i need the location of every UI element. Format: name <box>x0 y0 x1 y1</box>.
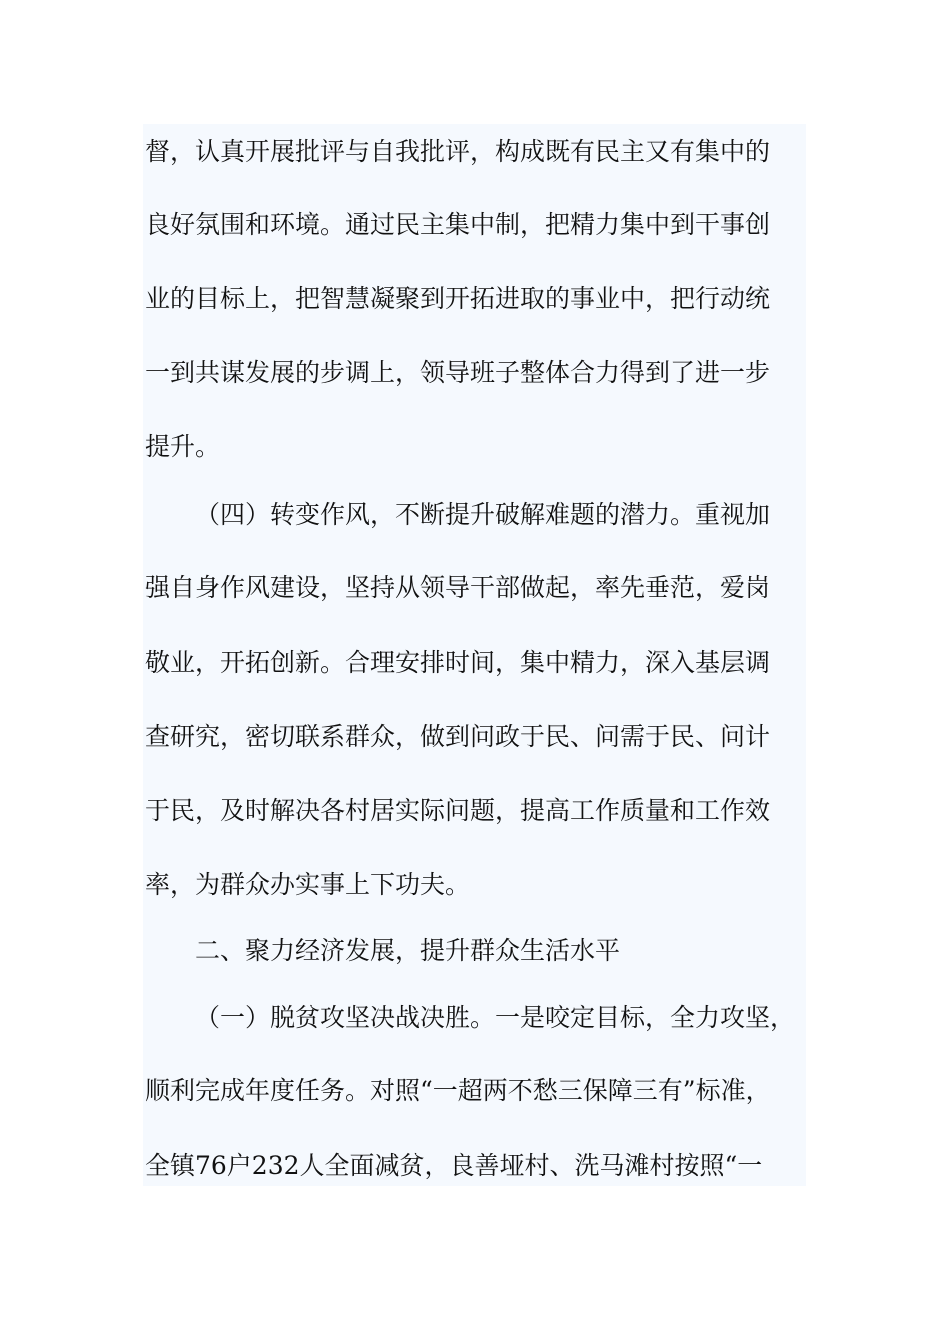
text-line: 一到共谋发展的步调上，领导班子整体合力得到了进一步 <box>145 358 771 387</box>
text-line: 提升。 <box>145 432 221 461</box>
text-line: 于民，及时解决各村居实际问题，提高工作质量和工作效 <box>145 796 771 825</box>
text-line: 督，认真开展批评与自我批评，构成既有民主又有集中的 <box>145 137 771 166</box>
text-line: 强自身作风建设，坚持从领导干部做起，率先垂范，爱岗 <box>145 573 771 602</box>
paragraph-heading-line: （一）脱贫攻坚决战决胜。一是咬定目标，全力攻坚， <box>195 1003 796 1032</box>
text-line: 业的目标上，把智慧凝聚到开拓进取的事业中，把行动统 <box>145 284 771 313</box>
text-line: 查研究，密切联系群众，做到问政于民、问需于民、问计 <box>145 722 771 751</box>
text-line: 率，为群众办实事上下功夫。 <box>145 870 471 899</box>
text-line: 良好氛围和环境。通过民主集中制，把精力集中到干事创 <box>145 210 771 239</box>
text-line: 全镇76户232人全面减贫，良善垭村、洗马滩村按照“一 <box>145 1151 763 1180</box>
paragraph-heading-line: （四）转变作风，不断提升破解难题的潜力。重视加 <box>195 500 771 529</box>
text-line: 敬业，开拓创新。合理安排时间，集中精力，深入基层调 <box>145 648 771 677</box>
section-heading: 二、聚力经济发展，提升群众生活水平 <box>195 936 621 965</box>
text-line: 顺利完成年度任务。对照“一超两不愁三保障三有”标准， <box>145 1076 771 1105</box>
